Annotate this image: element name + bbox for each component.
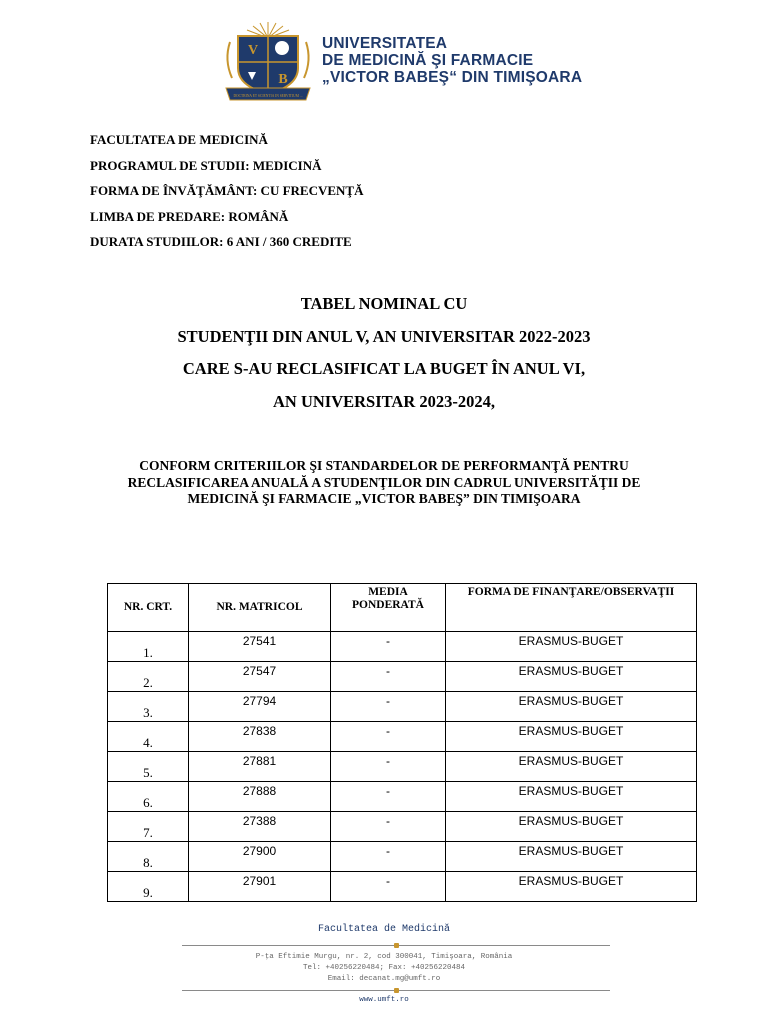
cell-forma <box>446 722 697 752</box>
document-subtitle <box>80 458 688 508</box>
cell-matricol-value: 27388 <box>242 814 277 828</box>
title-line-4: AN UNIVERSITAR 2023-2024, <box>272 391 495 411</box>
table-row <box>108 722 697 752</box>
university-name-line-1: UNIVERSITATEA <box>322 35 448 52</box>
cell-forma-value: ERASMUS-BUGET <box>518 664 624 678</box>
footer-faculty: Facultatea de Medicină <box>317 924 451 935</box>
cell-matricol <box>189 812 331 842</box>
cell-nr: 2. <box>108 662 189 692</box>
info-language: LIMBA DE PREDARE: ROMÂNĂ <box>90 208 289 224</box>
cell-media <box>331 842 446 872</box>
cell-nr: 1. <box>108 632 189 662</box>
cell-forma-value: ERASMUS-BUGET <box>518 844 624 858</box>
cell-media-value: - <box>386 844 390 858</box>
cell-media-value: - <box>386 634 390 648</box>
cell-forma-value: ERASMUS-BUGET <box>518 814 624 828</box>
cell-forma-value: ERASMUS-BUGET <box>518 784 624 798</box>
cell-media-value: - <box>386 754 390 768</box>
cell-matricol <box>189 662 331 692</box>
footer-phone: Tel: +40256220484; Fax: +40256220484 <box>302 964 466 972</box>
cell-media-value: - <box>386 694 390 708</box>
cell-forma-value: ERASMUS-BUGET <box>518 874 624 888</box>
cell-media <box>331 692 446 722</box>
cell-forma-value: ERASMUS-BUGET <box>518 754 624 768</box>
cell-forma-value: ERASMUS-BUGET <box>518 634 624 648</box>
cell-matricol-value: 27900 <box>242 844 277 858</box>
cell-nr: 3. <box>108 692 189 722</box>
subtitle-line-1: CONFORM CRITERIILOR ŞI STANDARDELOR DE PERFORMANŢĂ PENTRU <box>139 458 629 473</box>
info-duration: DURATA STUDIILOR: 6 ANI / 360 CREDITE <box>90 234 352 249</box>
cell-nr: 8. <box>108 842 189 872</box>
cell-nr: 6. <box>108 782 189 812</box>
cell-media-value: - <box>386 724 390 738</box>
subtitle-line-2: RECLASIFICAREA ANUALĂ A STUDENŢILOR DIN CADRUL UNIVERSITĂŢII DE <box>127 474 641 490</box>
header-nr-crt: NR. CRT. <box>108 584 189 632</box>
cell-media-value: - <box>386 814 390 828</box>
header-nr-matricol: NR. MATRICOL <box>189 584 331 632</box>
cell-nr: 9. <box>108 872 189 902</box>
subtitle-line-3: MEDICINĂ ŞI FARMACIE „VICTOR BABEŞ” DIN TIMIŞOARA <box>187 491 581 506</box>
title-line-2: STUDENŢII DIN ANUL V, AN UNIVERSITAR 2022-2023 <box>177 326 591 346</box>
cell-nr: 7. <box>108 812 189 842</box>
cell-media <box>331 782 446 812</box>
cell-media <box>331 872 446 902</box>
table-header-row <box>108 584 697 632</box>
program-info <box>90 132 363 260</box>
header-media-line-2: PONDERATĂ <box>352 599 424 611</box>
header-forma-finantare: FORMA DE FINANŢARE/OBSERVAŢII <box>446 584 697 632</box>
cell-media-value: - <box>386 784 390 798</box>
cell-matricol-value: 27888 <box>242 784 277 798</box>
cell-forma-value: ERASMUS-BUGET <box>518 694 624 708</box>
cell-forma <box>446 842 697 872</box>
info-faculty: FACULTATEA DE MEDICINĂ <box>90 132 268 147</box>
cell-matricol-value: 27541 <box>242 634 277 648</box>
students-table <box>107 583 697 902</box>
cell-media-value: - <box>386 874 390 888</box>
cell-forma <box>446 812 697 842</box>
info-study-form: FORMA DE ÎNVĂŢĂMÂNT: CU FRECVENŢĂ <box>90 183 364 198</box>
cell-matricol <box>189 692 331 722</box>
table-row <box>108 662 697 692</box>
cell-matricol <box>189 872 331 902</box>
logo-letter-b: B <box>278 72 288 87</box>
cell-forma <box>446 782 697 812</box>
header-media-ponderata <box>331 584 446 632</box>
footer-email: Email: decanat.mg@umft.ro <box>327 975 441 983</box>
cell-forma <box>446 752 697 782</box>
title-line-3: CARE S-AU RECLASIFICAT LA BUGET ÎN ANUL VI, <box>182 359 586 378</box>
table-row <box>108 692 697 722</box>
table-row <box>108 812 697 842</box>
cell-matricol <box>189 782 331 812</box>
cell-media <box>331 632 446 662</box>
cell-nr: 5. <box>108 752 189 782</box>
footer-website-link[interactable]: www.umft.ro <box>359 996 409 1004</box>
cell-forma <box>446 872 697 902</box>
info-program: PROGRAMUL DE STUDII: MEDICINĂ <box>90 157 322 173</box>
table-row <box>108 752 697 782</box>
cell-matricol <box>189 722 331 752</box>
cell-media <box>331 752 446 782</box>
cell-forma <box>446 632 697 662</box>
title-line-1: TABEL NOMINAL CU <box>300 294 468 313</box>
cell-forma-value: ERASMUS-BUGET <box>518 724 624 738</box>
university-name <box>322 35 582 86</box>
cell-media-value: - <box>386 664 390 678</box>
cell-media <box>331 662 446 692</box>
table-row <box>108 872 697 902</box>
document-title <box>0 294 768 424</box>
cell-forma <box>446 662 697 692</box>
footer-address: P-ţa Eftimie Murgu, nr. 2, cod 300041, Timişoara, România <box>255 953 513 961</box>
cell-matricol-value: 27794 <box>242 694 277 708</box>
logo-letter-v: V <box>247 43 259 58</box>
footer-divider-ornament-top <box>394 943 399 948</box>
cell-matricol <box>189 752 331 782</box>
university-name-line-3: „VICTOR BABEŞ“ DIN TIMIŞOARA <box>322 69 583 86</box>
cell-matricol <box>189 842 331 872</box>
cell-media <box>331 722 446 752</box>
table-row <box>108 632 697 662</box>
cell-media <box>331 812 446 842</box>
table-row <box>108 782 697 812</box>
header-media-line-1: MEDIA <box>368 586 408 598</box>
cell-forma <box>446 692 697 722</box>
university-name-line-2: DE MEDICINĂ ŞI FARMACIE <box>322 52 534 69</box>
logo-ribbon-text: DOCTRINA ET SCIENTIA IN SERVITIUM ... <box>233 94 303 98</box>
cell-nr: 4. <box>108 722 189 752</box>
university-logo <box>222 20 314 104</box>
cell-matricol <box>189 632 331 662</box>
cell-matricol-value: 27838 <box>242 724 277 738</box>
cell-matricol-value: 27547 <box>242 664 277 678</box>
footer-divider-ornament-bottom <box>394 988 399 993</box>
cell-matricol-value: 27881 <box>242 754 277 768</box>
cell-matricol-value: 27901 <box>242 874 277 888</box>
table-row <box>108 842 697 872</box>
